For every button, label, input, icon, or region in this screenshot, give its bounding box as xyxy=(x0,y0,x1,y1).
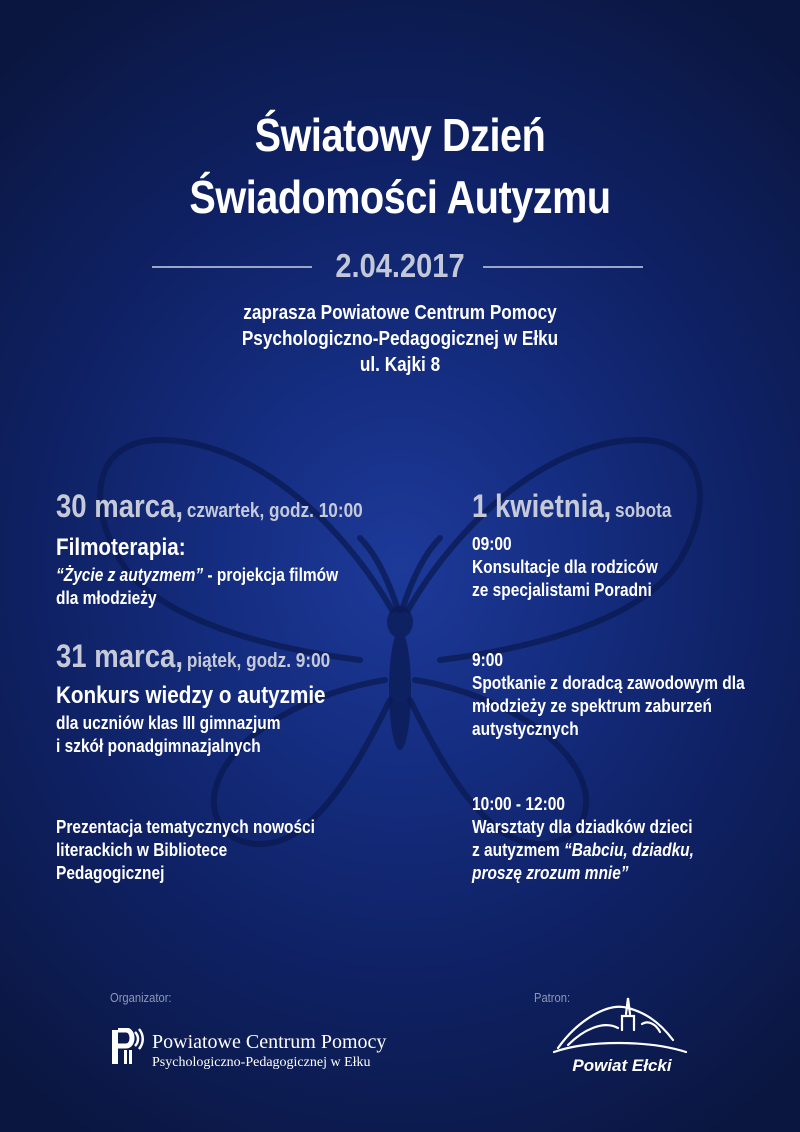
invitation xyxy=(56,300,744,378)
day3-event-3-time: 10:00 - 12:00 xyxy=(472,794,565,814)
presentation-line-3: Pedagogicznej xyxy=(56,863,165,883)
day2-event-line-3: i szkół ponadgimnazjalnych xyxy=(56,736,261,756)
day2-event-title: Konkurs wiedzy o autyzmie xyxy=(56,682,326,709)
organizer-name-line-1: Powiatowe Centrum Pomocy xyxy=(152,1031,387,1053)
day3-event-1-line-1: Konsultacje dla rodziców xyxy=(472,557,658,577)
day1-date: 30 marca, xyxy=(56,488,183,524)
day3-date: 1 kwietnia, xyxy=(472,488,612,524)
day1-film-title: “Życie z autyzmem” xyxy=(56,565,204,585)
pcp-logo-icon xyxy=(110,1028,144,1066)
day3-event-3-line-2 xyxy=(472,839,694,862)
day3-event-2-line-2: młodzieży ze spektrum zaburzeń xyxy=(472,696,713,716)
invitation-line-2: Psychologiczno-Pedagogicznej w Ełku xyxy=(241,328,559,350)
day1-event xyxy=(56,532,338,610)
day1-detail: czwartek, godz. 10:00 xyxy=(186,500,363,522)
day1-event-title: Filmoterapia: xyxy=(56,534,186,561)
poster-title xyxy=(56,104,744,228)
day3-event-2-line-3: autystycznych xyxy=(472,719,579,739)
title-line-1: Światowy Dzień xyxy=(254,109,546,161)
powiat-elcki-logo-icon xyxy=(548,990,692,1060)
day3-event-3-line-2-prefix: z autyzmem xyxy=(472,840,565,860)
day3-event-3-quote-2: proszę zrozum mnie” xyxy=(472,863,629,883)
day3-event-1-time: 09:00 xyxy=(472,534,512,554)
date-divider-left xyxy=(152,266,312,268)
day3-event-3 xyxy=(472,792,694,885)
title-line-2: Świadomości Autyzmu xyxy=(189,171,611,223)
day1-event-line-2 xyxy=(56,564,338,587)
invitation-line-3: ul. Kajki 8 xyxy=(359,354,441,376)
invitation-line-1: zaprasza Powiatowe Centrum Pomocy xyxy=(243,302,557,324)
day2-heading xyxy=(56,638,330,675)
day3-event-2-time: 9:00 xyxy=(472,650,503,670)
presentation xyxy=(56,816,315,885)
organizer-name-line-2: Psychologiczno-Pedagogicznej w Ełku xyxy=(152,1055,371,1070)
patron-label: Patron: xyxy=(534,990,571,1005)
day3-event-2 xyxy=(472,648,745,741)
day1-heading xyxy=(56,488,363,525)
day3-event-3-line-1: Warsztaty dla dziadków dzieci xyxy=(472,817,693,837)
day3-heading xyxy=(472,488,671,525)
organizer-label: Organizator: xyxy=(110,990,172,1005)
presentation-line-2: literackich w Bibliotece xyxy=(56,840,228,860)
day2-event-line-2: dla uczniów klas III gimnazjum xyxy=(56,713,281,733)
day3-event-1 xyxy=(472,532,658,602)
day1-event-line-3: dla młodzieży xyxy=(56,588,157,608)
day2-date: 31 marca, xyxy=(56,638,183,674)
date-divider-right xyxy=(483,266,643,268)
event-date: 2.04.2017 xyxy=(335,247,465,284)
day3-event-3-quote-1: “Babciu, dziadku, xyxy=(564,840,694,860)
day3-event-3-line-3 xyxy=(472,862,694,885)
date-row xyxy=(0,244,800,288)
day1-line2-rest: - projekcja filmów xyxy=(203,565,339,585)
day3-event-2-line-1: Spotkanie z doradcą zawodowym dla xyxy=(472,673,745,693)
day3-detail: sobota xyxy=(615,500,672,522)
day2-event xyxy=(56,680,326,758)
patron-name: Powiat Ełcki xyxy=(572,1056,672,1075)
day2-detail: piątek, godz. 9:00 xyxy=(186,650,331,672)
presentation-line-1: Prezentacja tematycznych nowości xyxy=(56,817,315,837)
day3-event-1-line-2: ze specjalistami Poradni xyxy=(472,580,652,600)
